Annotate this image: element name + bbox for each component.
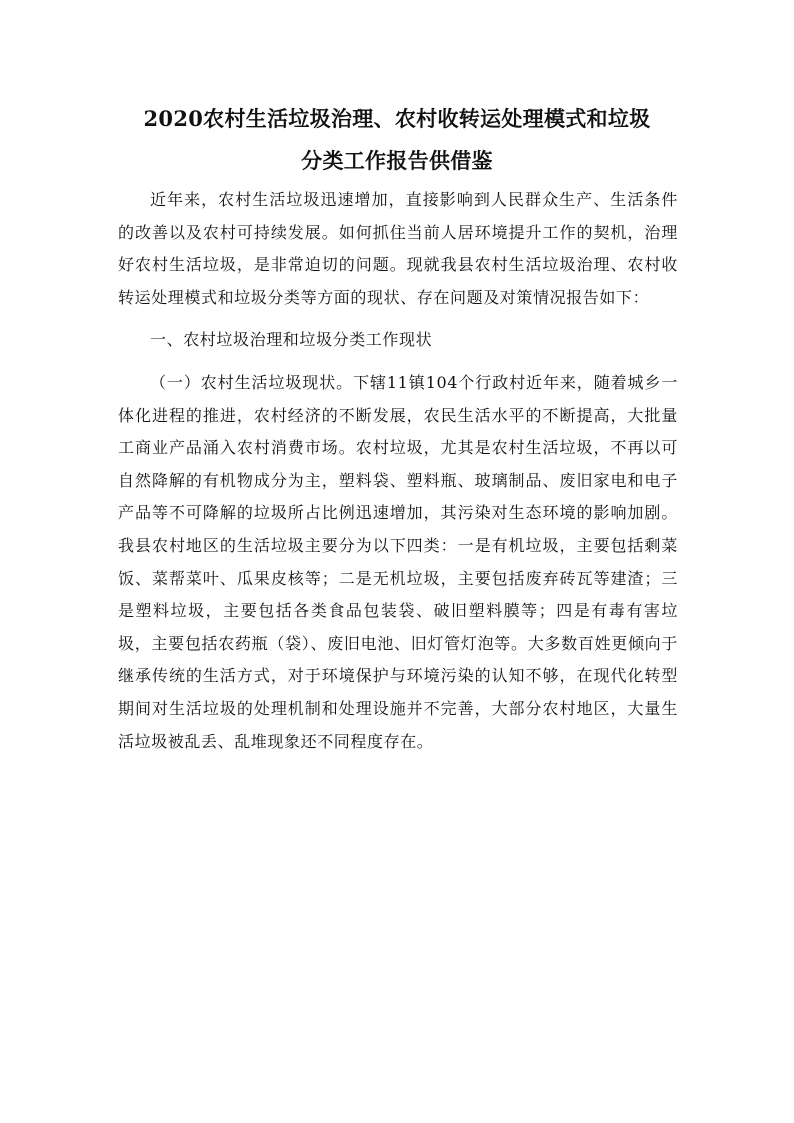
paragraph-intro: 近年来，农村生活垃圾迅速增加，直接影响到人民群众生产、生活条件的改善以及农村可持续发展。如何抓住当前人居环境提升工作的契机，治理好农村生活垃圾，是非常迫切的问题。现就我县农村生活垃圾治理、农村收转运处理模式和垃圾分类等方面的现状、存在问题及对策情况报告如下： xyxy=(118,190,678,307)
paragraph-subsection-1: （一）农村生活垃圾现状。下辖11镇104个行政村近年来，随着城乡一体化进程的推进，农村经济的不断发展，农民生活水平的不断提高，大批量工商业产品涌入农村消费市场。农村垃圾，尤其是农村生活垃圾，不再以可自然降解的有机物成分为主，塑料袋、塑料瓶、玻璃制品、废旧家电和电子产品等不可降解的垃圾所占比例迅速增加，其污染对生态环境的影响加剧。我县农村地区的生活垃圾主要分为以下四类：一是有机垃圾，主要包括剩菜饭、菜帮菜叶、瓜果皮核等；二是无机垃圾，主要包括废弃砖瓦等建渣；三是塑料垃圾，主要包括各类食品包装袋、破旧塑料膜等；四是有毒有害垃圾，主要包括农药瓶（袋）、废旧电池、旧灯管灯泡等。大多数百姓更倾向于继承传统的生活方式，对于环境保护与环境污染的认知不够，在现代化转型期间对生活垃圾的处理机制和处理设施并不完善，大部分农村地区，大量生活垃圾被乱丢、乱堆现象还不同程度存在。 xyxy=(118,372,678,751)
title-line-1: 2020农村生活垃圾治理、农村收转运处理模式和垃圾 xyxy=(143,106,651,131)
section-heading-1: 一、农村垃圾治理和垃圾分类工作现状 xyxy=(150,330,433,350)
title-line-2: 分类工作报告供借鉴 xyxy=(301,148,493,173)
document-body xyxy=(118,184,678,768)
document-title xyxy=(100,98,694,182)
